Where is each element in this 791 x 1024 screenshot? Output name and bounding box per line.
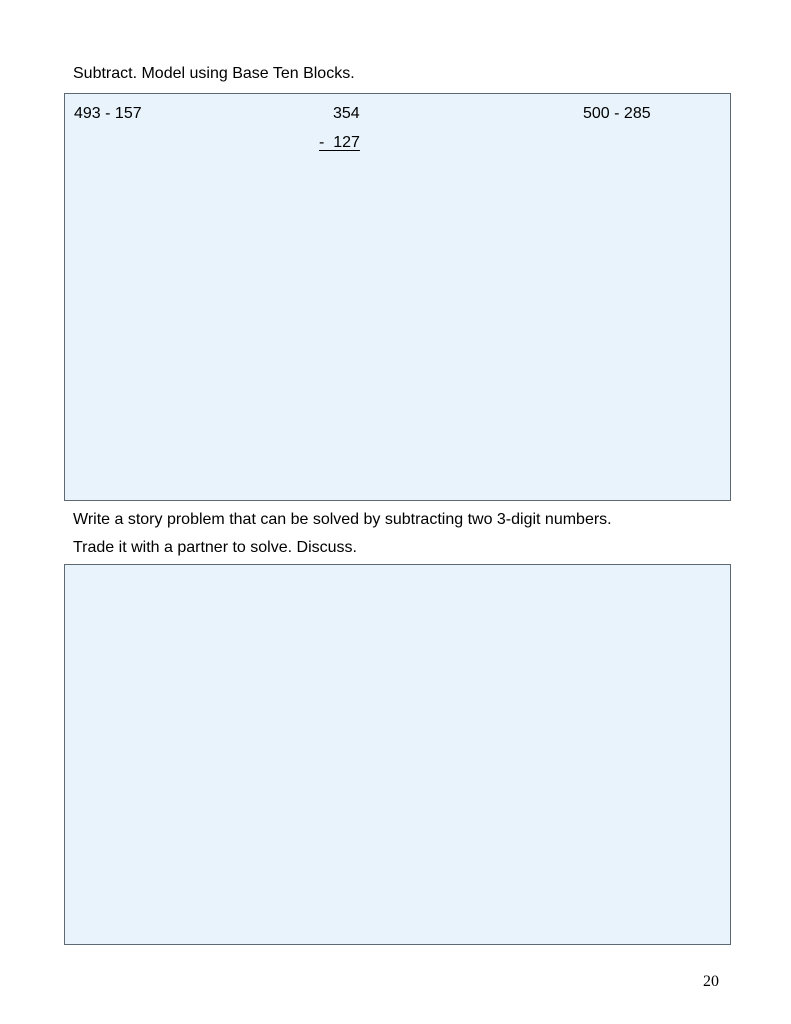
subtraction-problem-1: 493 - 157 (74, 105, 142, 122)
subtraction-work-area[interactable] (64, 93, 731, 501)
story-prompt-line-2: Trade it with a partner to solve. Discuss. (73, 539, 357, 556)
subtraction-problem-2-vertical (319, 104, 360, 152)
story-work-area[interactable] (64, 564, 731, 945)
page-number: 20 (703, 973, 719, 990)
section-heading: Subtract. Model using Base Ten Blocks. (73, 65, 355, 82)
subtrahend: - 127 (319, 134, 360, 151)
story-prompt-line-1: Write a story problem that can be solved by subtracting two 3-digit numbers. (73, 511, 612, 528)
minuend: 354 (333, 105, 360, 122)
subtraction-problem-3: 500 - 285 (583, 105, 651, 122)
